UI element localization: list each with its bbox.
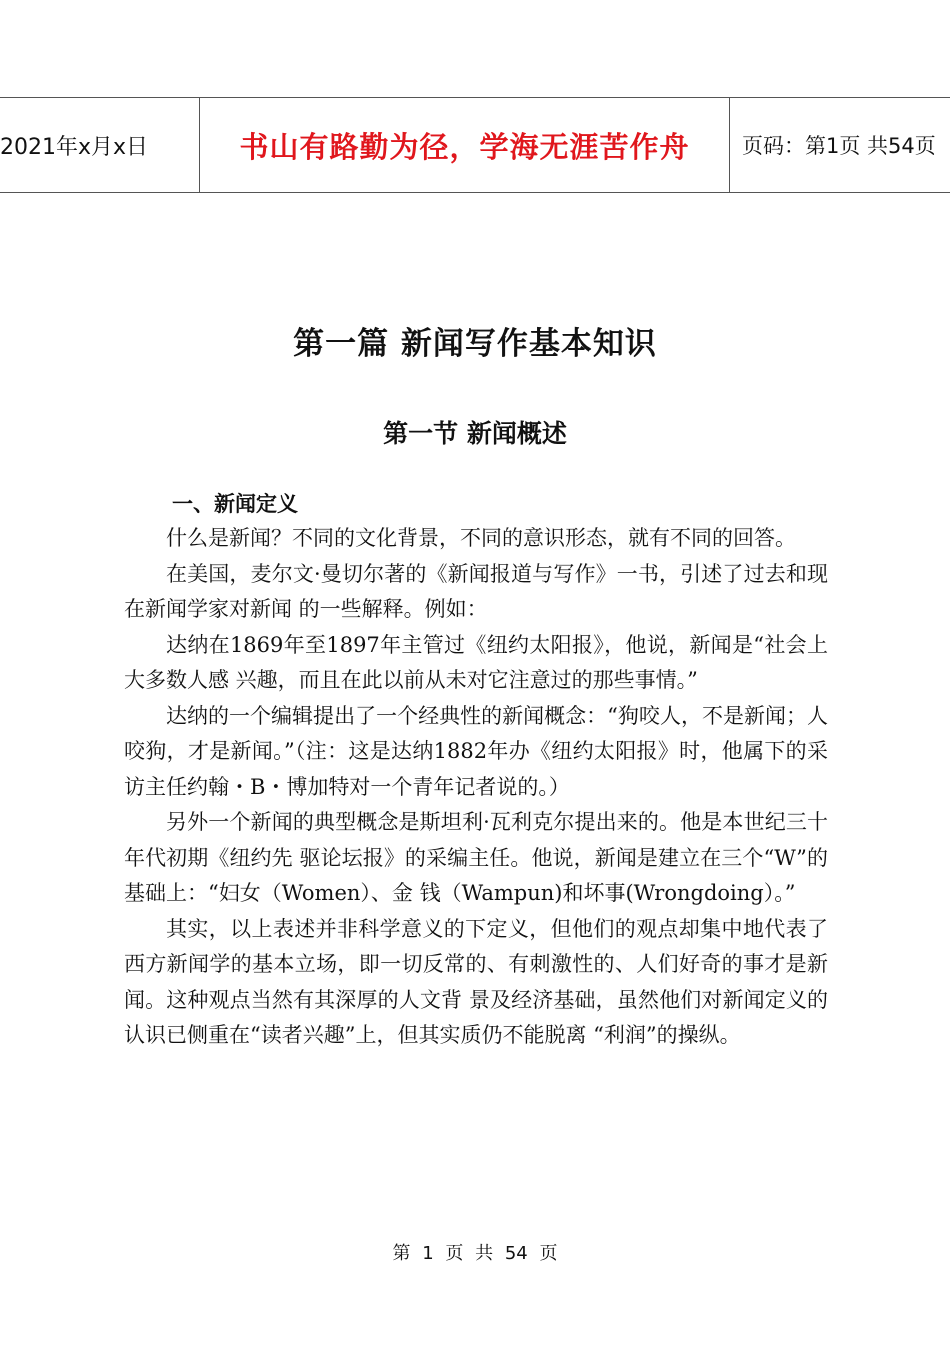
header-motto: 书山有路勤为径，学海无涯苦作舟 (200, 98, 730, 192)
paragraph: 在美国，麦尔文·曼切尔著的《新闻报道与写作》一书，引述了过去和现在新闻学家对新闻 的一些解释。例如： (124, 561, 828, 621)
body-text (124, 521, 828, 1054)
page-footer: 第 1 页 共 54 页 (392, 1243, 558, 1264)
section-title: 第一节 新闻概述 (383, 419, 567, 448)
subheading: 一、新闻定义 (172, 492, 298, 516)
paragraph: 另外一个新闻的典型概念是斯坦利·瓦利克尔提出来的。他是本世纪三十年代初期《纽约先 驱论坛报》的采编主任。他说，新闻是建立在三个“W”的基础上：“妇女（Women）、金 钱（Wampun)和坏事(Wrongdoing）。” (124, 810, 828, 905)
paragraph: 什么是新闻？不同的文化背景，不同的意识形态，就有不同的回答。 (166, 526, 796, 550)
document-title: 第一篇 新闻写作基本知识 (293, 326, 657, 362)
paragraph: 其实，以上表述并非科学意义的下定义，但他们的观点却集中地代表了西方新闻学的基本立场，即一切反常的、有刺激性的、人们好奇的事才是新闻。这种观点当然有其深厚的人文背 景及经济基础，虽然他们对新闻定义的认识已侧重在“读者兴趣”上，但其实质仍不能脱离 “利润”的操纵。 (124, 916, 828, 1047)
paragraph: 达纳在1869年至1897年主管过《纽约太阳报》，他说，新闻是“社会上大多数人感 兴趣，而且在此以前从未对它注意过的那些事情。” (124, 632, 828, 692)
paragraph: 达纳的一个编辑提出了一个经典性的新闻概念：“狗咬人，不是新闻；人咬狗，才是新闻。”（注：这是达纳1882年办《纽约太阳报》时，他属下的采访主任约翰・B・博加特对一个青年记者说的。） (124, 703, 828, 799)
page-header (0, 97, 950, 193)
header-date: 2021年x月x日 (0, 98, 200, 192)
header-page-info: 页码：第1页 共54页 (742, 134, 936, 158)
